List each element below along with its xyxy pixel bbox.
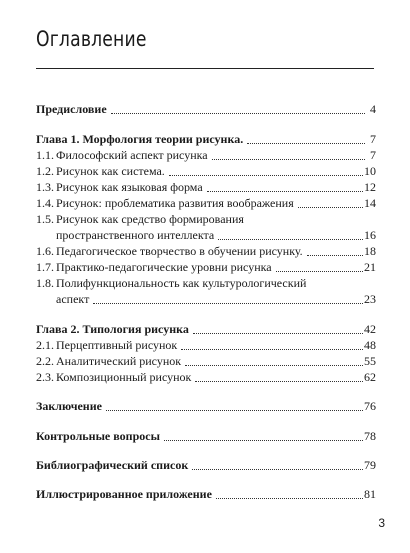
toc-entry-illustrated-appendix[interactable] [36, 487, 376, 501]
section-number: 2.3. [36, 370, 54, 384]
dot-leader [111, 112, 365, 114]
toc-entry-1-7[interactable] [36, 260, 376, 274]
toc-page-number: 7 [370, 132, 376, 146]
toc-entry-chapter-1[interactable] [36, 132, 376, 146]
toc-entry-1-6[interactable] [36, 244, 376, 258]
toc-label: Перцептивный рисунок [56, 338, 178, 352]
toc-entry-1-8-first-line [36, 276, 376, 290]
toc-label: Библиографический список [36, 458, 189, 472]
dot-leader [216, 497, 363, 499]
toc-label: Контрольные вопросы [36, 429, 160, 443]
toc-label: Философский аспект рисунка [56, 148, 208, 162]
toc-entry-1-1[interactable] [36, 148, 376, 162]
toc-label: Аналитический рисунок [56, 354, 182, 368]
toc-entry-conclusion[interactable] [36, 399, 376, 413]
toc-page-number: 7 [370, 148, 376, 162]
toc-page-number: 10 [364, 164, 376, 178]
dot-leader [307, 254, 363, 256]
page-folio: 3 [378, 516, 385, 530]
toc-label-continuation: пространственного интеллекта [56, 228, 215, 242]
dot-leader [93, 302, 363, 304]
toc-entry-1-4[interactable] [36, 196, 376, 210]
toc-page-number: 78 [364, 429, 376, 443]
toc-page-number: 21 [364, 260, 376, 274]
toc-label-continuation: аспект [56, 292, 90, 306]
toc-entry-control-questions[interactable] [36, 429, 376, 443]
toc-label: Композиционный рисунок [56, 370, 192, 384]
dot-leader [207, 190, 363, 192]
dot-leader [192, 468, 363, 470]
toc-page-number: 55 [364, 354, 376, 368]
section-number: 1.5. [36, 212, 54, 226]
toc-page-number: 48 [364, 338, 376, 352]
toc-label: Педагогическое творчество в обучении рисунку. [56, 244, 303, 258]
toc-page-number: 14 [364, 196, 376, 210]
dot-leader [276, 270, 363, 272]
toc-label: Рисунок как средство формирования [56, 212, 244, 226]
title-divider [36, 68, 374, 69]
dot-leader [218, 238, 363, 240]
toc-label: Полифункциональность как культурологический [56, 276, 307, 290]
toc-label: Рисунок: проблематика развития воображения [56, 196, 294, 210]
dot-leader [169, 174, 363, 176]
page-title: Оглавление [36, 27, 147, 51]
toc-page-number: 76 [364, 399, 376, 413]
section-number: 1.8. [36, 276, 54, 290]
toc-page-number: 81 [364, 487, 376, 501]
toc-entry-2-1[interactable] [36, 338, 376, 352]
toc-page-number: 62 [364, 370, 376, 384]
toc-entry-1-8[interactable] [56, 292, 376, 306]
toc-page-number: 12 [364, 180, 376, 194]
toc-page-number: 42 [364, 322, 376, 336]
dot-leader [164, 439, 363, 441]
toc-label: Практико-педагогические уровни рисунка [56, 260, 272, 274]
toc-entry-1-2[interactable] [36, 164, 376, 178]
toc-page-number: 16 [364, 228, 376, 242]
section-number: 2.1. [36, 338, 54, 352]
dot-leader [193, 332, 363, 334]
dot-leader [106, 409, 363, 411]
toc-page-number: 79 [364, 458, 376, 472]
toc-label: Глава 1. Морфология теории рисунка. [36, 132, 244, 146]
dot-leader [181, 348, 363, 350]
section-number: 1.4. [36, 196, 54, 210]
section-number: 1.1. [36, 148, 54, 162]
section-number: 1.7. [36, 260, 54, 274]
section-number: 1.6. [36, 244, 54, 258]
toc-entry-1-5-first-line [36, 212, 376, 226]
toc-entry-2-2[interactable] [36, 354, 376, 368]
toc-label: Глава 2. Типология рисунка [36, 322, 189, 336]
toc-entry-preface[interactable] [36, 102, 376, 116]
dot-leader [298, 206, 363, 208]
dot-leader [185, 364, 363, 366]
section-number: 1.3. [36, 180, 54, 194]
toc-entry-1-5[interactable] [56, 228, 376, 242]
dot-leader [195, 380, 363, 382]
dot-leader [247, 142, 365, 144]
toc-label: Рисунок как система. [56, 164, 165, 178]
toc-label: Предисловие [36, 102, 107, 116]
toc-label: Заключение [36, 399, 102, 413]
toc-label: Рисунок как языковая форма [56, 180, 203, 194]
toc-page-number: 18 [364, 244, 376, 258]
toc-label: Иллюстрированное приложение [36, 487, 212, 501]
toc-entry-chapter-2[interactable] [36, 322, 376, 336]
toc-entry-2-3[interactable] [36, 370, 376, 384]
section-number: 1.2. [36, 164, 54, 178]
toc-page-number: 23 [364, 292, 376, 306]
toc-entry-bibliography[interactable] [36, 458, 376, 472]
dot-leader [212, 158, 365, 160]
section-number: 2.2. [36, 354, 54, 368]
toc-page-number: 4 [370, 102, 376, 116]
toc-entry-1-3[interactable] [36, 180, 376, 194]
